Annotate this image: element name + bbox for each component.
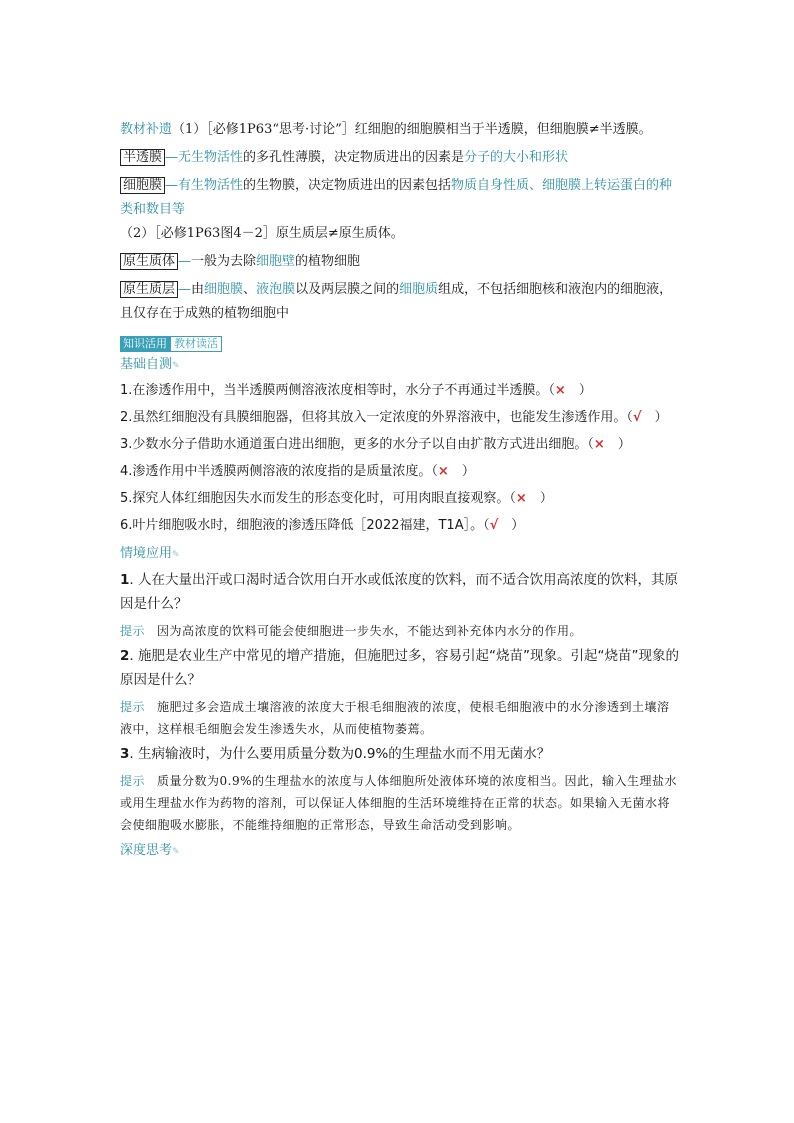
answer-text: 质量分数为0.9%的生理盐水的浓度与人体细胞所处液体环境的浓度相当。因此，输入生理盐水或用生理盐水作为药物的溶剂，可以保证人体细胞的生活环境维持在正常的状态。如果输入无菌水将会使细胞吸水膨胀，不能维持细胞的正常形态，导致生命活动受到影响。 xyxy=(120,774,678,832)
layer-text3: 组成，不包括细胞核和液泡内的细胞液，且仅存在于成熟的植物细胞中 xyxy=(120,282,673,321)
question-number: 1 xyxy=(120,572,130,588)
protoplast-row xyxy=(120,250,680,274)
basic-test-item xyxy=(120,431,680,458)
item-text: 6.叶片细胞吸水时，细胞液的渗透压降低［2022福建，T1A］。（ xyxy=(120,518,490,533)
protoplast-text2: 的植物细胞 xyxy=(295,254,361,269)
tag-textbook-read: 教材读活 xyxy=(170,336,222,352)
check-icon: √ xyxy=(632,410,642,425)
membrane-teal1: 有生物活性 xyxy=(178,178,244,193)
question-text: . 人在大量出汗或口渴时适合饮用白开水或低浓度的饮料，而不适合饮用高浓度的饮料，其原因是什么？ xyxy=(120,572,678,612)
supplement-line2: （2）［必修1P63图4－2］原生质层≠原生质体。 xyxy=(120,226,404,241)
application-heading xyxy=(120,543,680,566)
layer-text2: 以及两层膜之间的 xyxy=(295,282,400,297)
cell-membrane-row xyxy=(120,174,680,222)
basic-test-item xyxy=(120,377,680,404)
basic-test-item xyxy=(120,404,680,431)
layer-teal1: 细胞膜 xyxy=(204,282,244,297)
membrane-dash: — xyxy=(165,178,179,193)
item-end: ） xyxy=(526,491,553,506)
item-text: 1.在渗透作用中，当半透膜两侧溶液浓度相等时，水分子不再通过半透膜。（ xyxy=(120,383,555,398)
layer-sep: 、 xyxy=(243,282,257,297)
pencil-icon: ✎ xyxy=(172,361,180,371)
question-text: . 施肥是农业生产中常见的增产措施，但施肥过多，容易引起“烧苗”现象。引起“烧苗”现象的原因是什么？ xyxy=(120,648,679,688)
question-number: 2 xyxy=(120,648,130,664)
protoplast-text1: 一般为去除 xyxy=(191,254,257,269)
answer xyxy=(120,620,680,642)
semi-teal1: 无生物活性 xyxy=(178,150,244,165)
item-text: 4.渗透作用中半透膜两侧溶液的浓度指的是质量浓度。（ xyxy=(120,464,438,479)
question xyxy=(120,644,680,692)
semi-text1: 的多孔性薄膜，决定物质进出的因素是 xyxy=(243,150,465,165)
question xyxy=(120,568,680,616)
tag-knowledge-apply: 知识活用 xyxy=(120,336,170,352)
protoplasm-layer-row xyxy=(120,278,680,326)
basic-test-title: 基础自测 xyxy=(120,357,173,372)
cross-icon: × xyxy=(515,491,527,506)
semi-teal2: 分子的大小和形状 xyxy=(464,150,569,165)
layer-teal3: 细胞质 xyxy=(399,282,439,297)
application-title: 情境应用 xyxy=(120,546,173,561)
answer-text: 因为高浓度的饮料可能会使细胞进一步失水，不能达到补充体内水分的作用。 xyxy=(157,624,583,638)
application-list xyxy=(120,568,680,836)
cell-membrane-box: 细胞膜 xyxy=(120,177,165,194)
question-number: 3 xyxy=(120,746,130,762)
check-icon: √ xyxy=(489,518,499,533)
answer xyxy=(120,696,680,740)
basic-test-item xyxy=(120,512,680,539)
answer xyxy=(120,770,680,836)
layer-teal2: 液泡膜 xyxy=(256,282,296,297)
membrane-text1: 的生物膜，决定物质进出的因素包括 xyxy=(243,178,452,193)
item-end: ） xyxy=(641,410,668,425)
membrane-teal2: 物质自身性质、细胞膜上转运蛋白的种类和数目等 xyxy=(120,178,673,217)
deep-thinking-title: 深度思考 xyxy=(120,843,173,858)
basic-test-item xyxy=(120,458,680,485)
protoplast-box: 原生质体 xyxy=(120,253,178,270)
section-tags xyxy=(120,332,680,350)
basic-test-heading xyxy=(120,354,680,377)
deep-thinking-heading xyxy=(120,840,680,863)
item-end: ） xyxy=(604,437,631,452)
cross-icon: × xyxy=(554,383,566,398)
supplement-line1: （1）［必修1P63“思考·讨论”］红细胞的细胞膜相当于半透膜，但细胞膜≠半透膜。 xyxy=(172,122,652,137)
semi-permeable-box: 半透膜 xyxy=(120,149,165,166)
semi-permeable-row xyxy=(120,146,680,170)
item-end: ） xyxy=(448,464,475,479)
layer-text1: 由 xyxy=(191,282,205,297)
answer-text: 施肥过多会造成土壤溶液的浓度大于根毛细胞液的浓度，使根毛细胞液中的水分渗透到土壤溶液中，这样根毛细胞会发生渗透失水，从而使植物萎蔫。 xyxy=(120,700,670,736)
item-end: ） xyxy=(498,518,525,533)
question-text: . 生病输液时，为什么要用质量分数为0.9%的生理盐水而不用无菌水？ xyxy=(129,746,551,762)
item-text: 5.探究人体红细胞因失水而发生的形态变化时，可用肉眼直接观察。（ xyxy=(120,491,516,506)
item-end: ） xyxy=(565,383,592,398)
hint-label: 提示 xyxy=(120,774,146,788)
layer-dash: — xyxy=(178,282,192,297)
protoplasm-layer-box: 原生质层 xyxy=(120,281,178,298)
document-page xyxy=(120,118,680,863)
basic-test-item xyxy=(120,485,680,512)
item-text: 3.少数水分子借助水通道蛋白进出细胞，更多的水分子以自由扩散方式进出细胞。（ xyxy=(120,437,594,452)
item-text: 2.虽然红细胞没有具膜细胞器，但将其放入一定浓度的外界溶液中，也能发生渗透作用。（ xyxy=(120,410,633,425)
basic-test-list xyxy=(120,377,680,539)
hint-label: 提示 xyxy=(120,700,146,714)
cross-icon: × xyxy=(437,464,449,479)
pencil-icon: ✎ xyxy=(172,847,180,857)
semi-dash: — xyxy=(165,150,179,165)
cross-icon: × xyxy=(593,437,605,452)
pencil-icon: ✎ xyxy=(172,550,180,560)
question xyxy=(120,742,680,766)
protoplast-teal1: 细胞壁 xyxy=(256,254,296,269)
protoplast-dash: — xyxy=(178,254,192,269)
supplement-intro xyxy=(120,118,680,142)
supplement-label: 教材补遗 xyxy=(120,122,173,137)
hint-label: 提示 xyxy=(120,624,146,638)
